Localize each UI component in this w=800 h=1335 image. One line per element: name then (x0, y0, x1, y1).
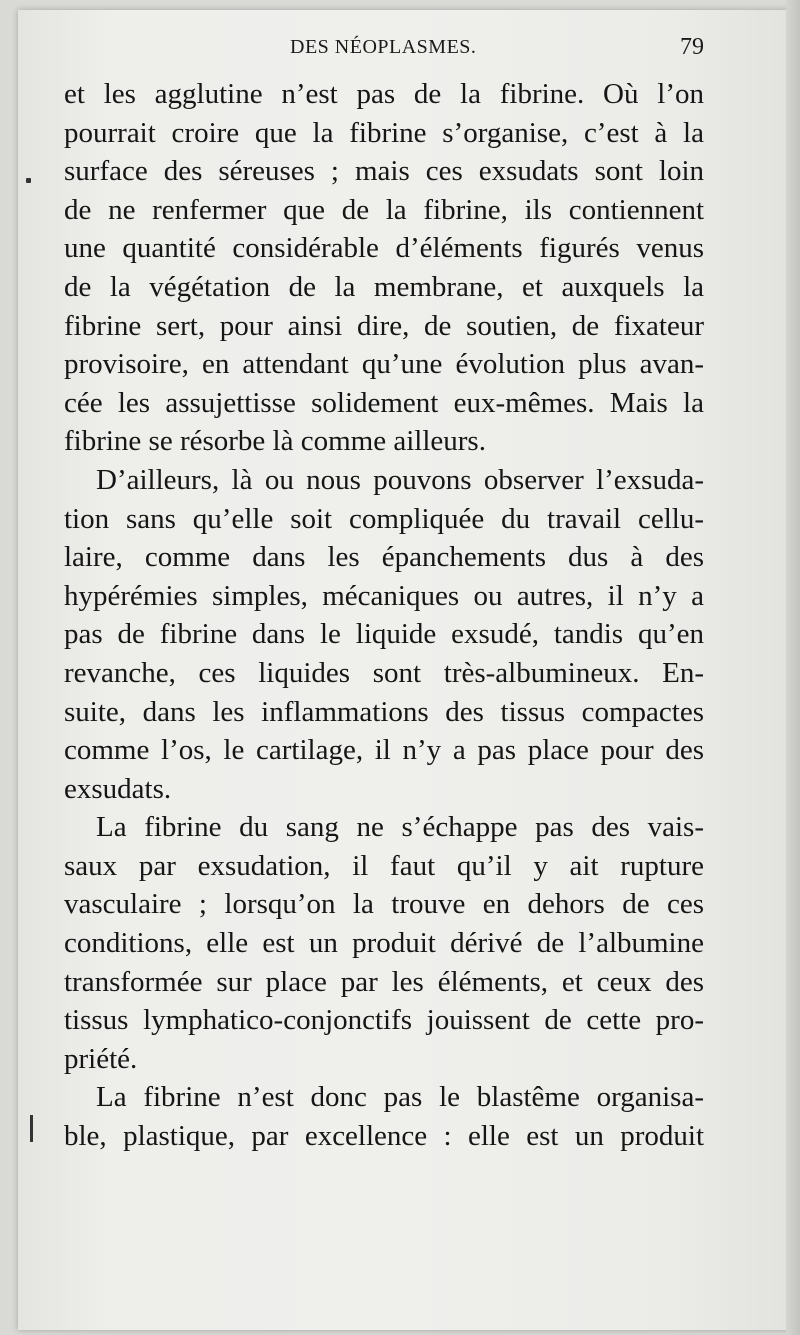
text-line: de la végétation de la membrane, et auxquels la (64, 270, 704, 303)
text-line: fibrine se résorbe là comme ailleurs. (64, 425, 486, 458)
text-line: pourrait croire que la fibrine s’organise, c’est à la (64, 116, 704, 149)
text-line: tissus lymphatico-conjonctifs jouissent de cette pro- (64, 1004, 704, 1037)
margin-mark-dot (26, 178, 31, 183)
margin-mark-bar (30, 1115, 33, 1142)
text-line: suite, dans les inflammations des tissus compactes (64, 695, 704, 728)
text-line: exsudats. (64, 772, 172, 805)
text-line: pas de fibrine dans le liquide exsudé, tandis qu’en (64, 618, 704, 651)
text-line: conditions, elle est un produit dérivé de l’albumine (64, 927, 704, 960)
text-line: hypérémies simples, mécaniques ou autres, il n’y a (64, 579, 704, 612)
page-header (0, 30, 800, 70)
text-line: tion sans qu’elle soit compliquée du travail cellu- (64, 502, 704, 535)
text-line: provisoire, en attendant qu’une évolution plus avan- (64, 348, 704, 381)
text-line: fibrine sert, pour ainsi dire, de soutien, de fixateur (64, 309, 704, 342)
text-line: et les agglutine n’est pas de la fibrine. Où l’on (64, 78, 704, 110)
page-edge-shadow (786, 0, 800, 1335)
text-line: une quantité considérable d’éléments figurés venus (64, 232, 704, 265)
text-line: La fibrine du sang ne s’échappe pas des vais- (96, 811, 704, 844)
text-line: saux par exsudation, il faut qu’il y ait rupture (64, 849, 704, 882)
body-text (64, 75, 704, 1156)
text-line: La fibrine n’est donc pas le blastême organisa- (96, 1081, 704, 1114)
text-line: D’ailleurs, là ou nous pouvons observer l’exsuda- (96, 463, 704, 496)
text-line: surface des séreuses ; mais ces exsudats sont loin (64, 155, 704, 188)
text-line: priété. (64, 1042, 138, 1075)
text-line: de ne renfermer que de la fibrine, ils contiennent (64, 193, 704, 226)
text-line: vasculaire ; lorsqu’on la trouve en dehors de ces (64, 888, 704, 921)
text-line: cée les assujettisse solidement eux-mêmes. Mais la (64, 386, 704, 419)
running-title: DES NÉOPLASMES. (290, 36, 477, 58)
text-line: revanche, ces liquides sont très-albumineux. En- (64, 656, 704, 689)
page-number: 79 (680, 34, 704, 60)
text-line: transformée sur place par les éléments, et ceux des (64, 965, 704, 998)
text-line: comme l’os, le cartilage, il n’y a pas place pour des (64, 734, 704, 767)
text-line: laire, comme dans les épanchements dus à des (64, 541, 704, 574)
text-line: ble, plastique, par excellence : elle est un produit (64, 1120, 704, 1153)
